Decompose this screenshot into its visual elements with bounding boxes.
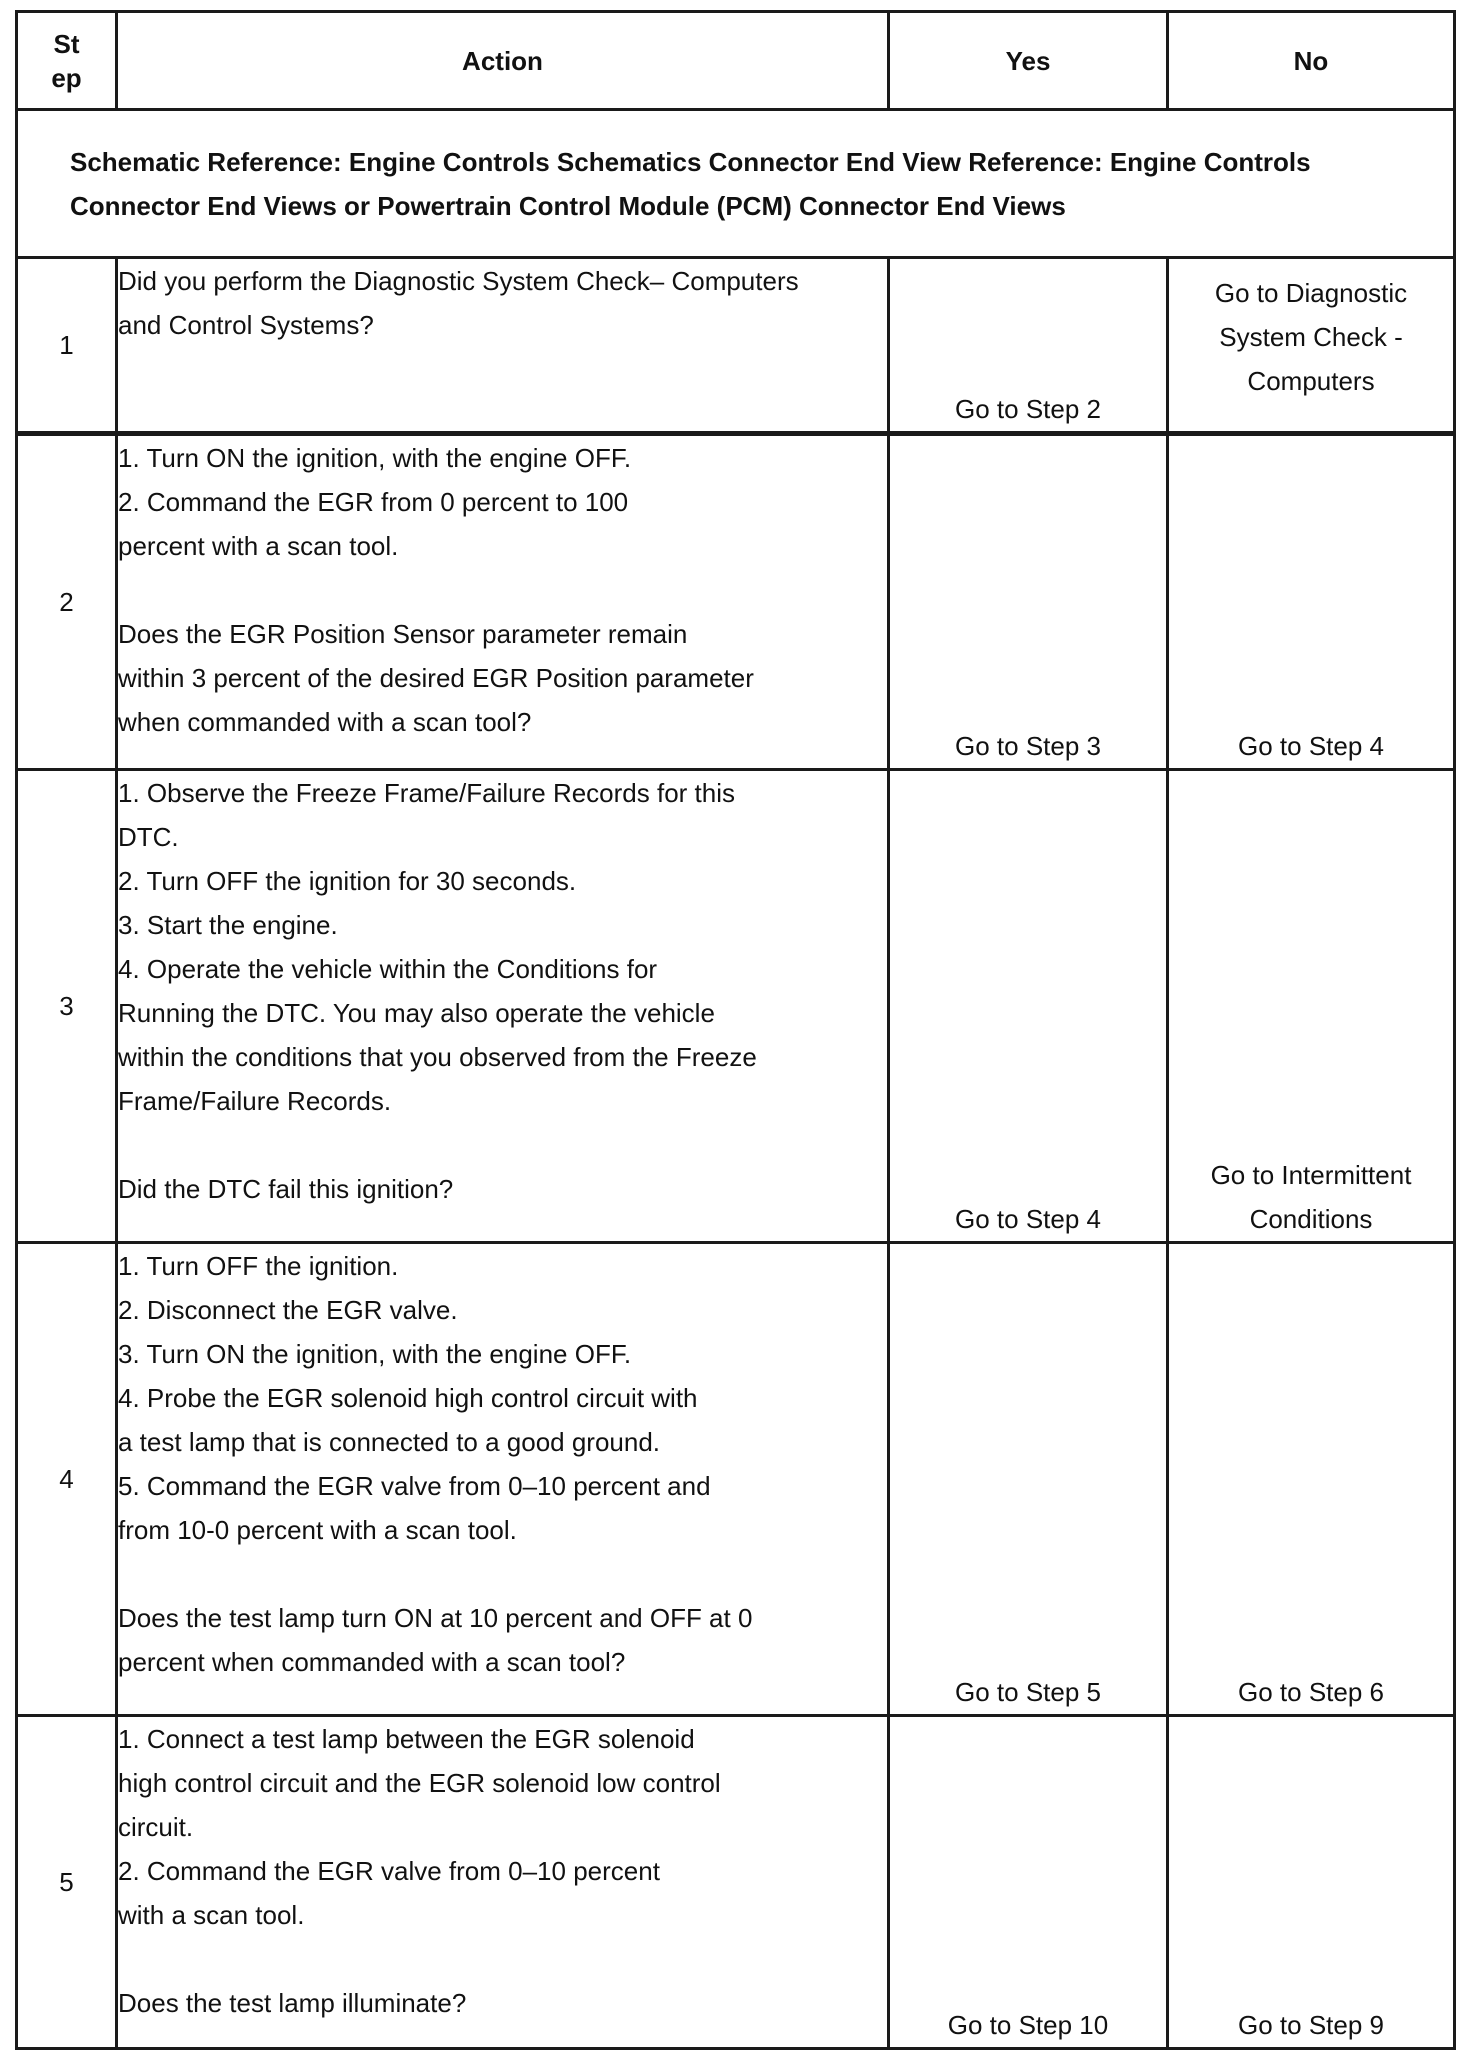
spacer: [118, 1937, 887, 1981]
action-line: DTC.: [118, 822, 179, 852]
no-line: Go to Diagnostic: [1214, 278, 1408, 308]
header-row: [17, 12, 1455, 110]
action-line: 2. Command the EGR valve from 0–10 percent: [118, 1856, 660, 1886]
action-line: high control circuit and the EGR solenoid low control: [118, 1768, 721, 1798]
no-line: Go to Step 6: [1238, 1677, 1384, 1707]
no-line: System Check -: [1219, 322, 1403, 352]
yes-result: Go to Step 4: [889, 770, 1168, 1243]
step-action: [117, 1243, 889, 1716]
no-result: [1168, 1243, 1455, 1716]
step-number: 3: [17, 770, 117, 1243]
spacer: [118, 568, 887, 612]
step-number: 4: [17, 1243, 117, 1716]
action-line: 3. Start the engine.: [118, 910, 338, 940]
action-line: and Control Systems?: [118, 310, 374, 340]
step-action: [117, 1716, 889, 2049]
action-line: 2. Turn OFF the ignition for 30 seconds.: [118, 866, 577, 896]
no-result: [1168, 1716, 1455, 2049]
action-line: a test lamp that is connected to a good ground.: [118, 1427, 661, 1457]
action-line: with a scan tool.: [118, 1900, 305, 1930]
action-line: 4. Probe the EGR solenoid high control circuit with: [118, 1383, 698, 1413]
action-line: circuit.: [118, 1812, 194, 1842]
no-line: Conditions: [1249, 1204, 1373, 1234]
yes-result: Go to Step 2: [889, 258, 1168, 434]
action-line: from 10-0 percent with a scan tool.: [118, 1515, 517, 1545]
action-line: 1. Observe the Freeze Frame/Failure Records for this: [118, 778, 736, 808]
action-question: Does the EGR Position Sensor parameter remain: [118, 619, 688, 649]
step-number: 2: [17, 434, 117, 770]
reference-line-1: Schematic Reference: Engine Controls Schematics Connector End View Reference: Engine Controls: [70, 146, 1311, 177]
header-step-part1: St: [53, 28, 80, 59]
action-line: Did you perform the Diagnostic System Check– Computers: [118, 266, 799, 296]
diagnostic-table: [15, 10, 1456, 2050]
action-line: within 3 percent of the desired EGR Position parameter: [118, 663, 754, 693]
action-line: 2. Disconnect the EGR valve.: [118, 1295, 458, 1325]
header-action: Action: [117, 12, 889, 110]
action-line: 1. Turn ON the ignition, with the engine OFF.: [118, 443, 632, 473]
table-row: [17, 1716, 1455, 2049]
action-line: 2. Command the EGR from 0 percent to 100: [118, 487, 629, 517]
step-action: [117, 770, 889, 1243]
action-line: within the conditions that you observed from the Freeze: [118, 1042, 757, 1072]
spacer: [118, 1552, 887, 1596]
header-no: No: [1168, 12, 1455, 110]
no-line: Computers: [1247, 366, 1375, 396]
no-line: Go to Intermittent: [1210, 1160, 1412, 1190]
reference-line-2: Connector End Views or Powertrain Control Module (PCM) Connector End Views: [70, 190, 1066, 221]
table-row: [17, 770, 1455, 1243]
action-question: Did the DTC fail this ignition?: [118, 1174, 454, 1204]
no-result: [1168, 258, 1455, 434]
yes-result: Go to Step 5: [889, 1243, 1168, 1716]
step-action: [117, 258, 889, 434]
step-number: 1: [17, 258, 117, 434]
action-line: Running the DTC. You may also operate the vehicle: [118, 998, 715, 1028]
action-line: when commanded with a scan tool?: [118, 707, 532, 737]
action-line: percent with a scan tool.: [118, 531, 399, 561]
action-question: Does the test lamp turn ON at 10 percent and OFF at 0: [118, 1603, 753, 1633]
no-result: [1168, 434, 1455, 770]
table-row: [17, 258, 1455, 434]
spacer: [118, 1123, 887, 1167]
action-line: 3. Turn ON the ignition, with the engine OFF.: [118, 1339, 632, 1369]
action-line: 5. Command the EGR valve from 0–10 percent and: [118, 1471, 711, 1501]
no-line: Go to Step 9: [1238, 2010, 1384, 2040]
action-line: 1. Turn OFF the ignition.: [118, 1251, 399, 1281]
header-step-part2: ep: [51, 62, 82, 93]
yes-result: Go to Step 3: [889, 434, 1168, 770]
schematic-reference: [17, 110, 1455, 258]
header-yes: Yes: [889, 12, 1168, 110]
reference-row: [17, 110, 1455, 258]
no-line: Go to Step 4: [1238, 731, 1384, 761]
table-row: [17, 1243, 1455, 1716]
action-line: Frame/Failure Records.: [118, 1086, 392, 1116]
action-question: Does the test lamp illuminate?: [118, 1988, 467, 2018]
step-action: [117, 434, 889, 770]
header-step: [17, 12, 117, 110]
step-number: 5: [17, 1716, 117, 2049]
table-row: [17, 434, 1455, 770]
action-line: percent when commanded with a scan tool?: [118, 1647, 626, 1677]
action-line: 1. Connect a test lamp between the EGR solenoid: [118, 1724, 695, 1754]
action-line: 4. Operate the vehicle within the Conditions for: [118, 954, 658, 984]
no-result: [1168, 770, 1455, 1243]
yes-result: Go to Step 10: [889, 1716, 1168, 2049]
